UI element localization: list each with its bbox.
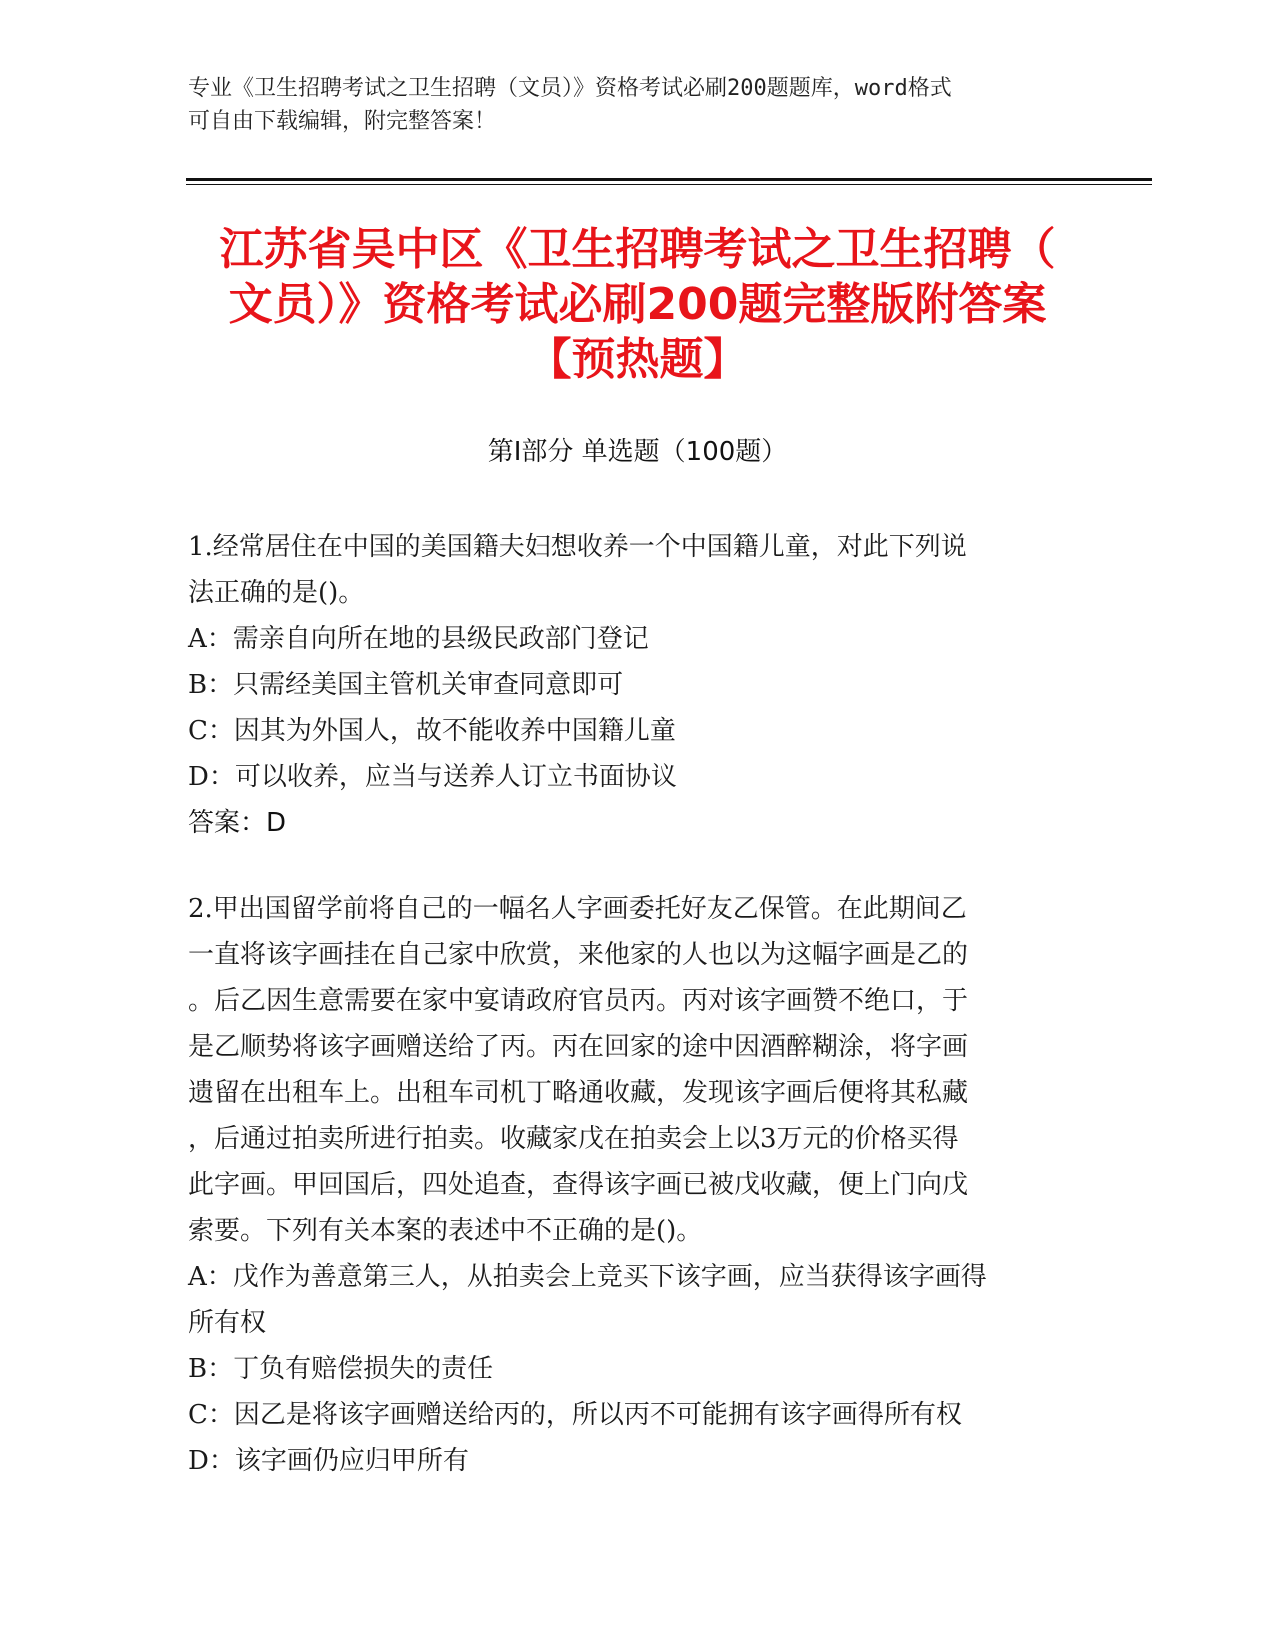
question-stem-line: 是乙顺势将该字画赠送给了丙。丙在回家的途中因酒醉糊涂，将字画 bbox=[188, 1032, 969, 1062]
question-stem-line: 遗留在出租车上。出租车司机丁略通收藏，发现该字画后便将其私藏 bbox=[188, 1078, 969, 1108]
option-d: D：可以收养，应当与送养人订立书面协议 bbox=[188, 762, 677, 792]
title-line: 文员）》资格考试必刷200题完整版附答案 bbox=[228, 279, 1047, 330]
question-stem-line: 一直将该字画挂在自己家中欣赏，来他家的人也以为这幅字画是乙的 bbox=[188, 940, 969, 970]
option-c: C：因乙是将该字画赠送给丙的，所以丙不可能拥有该字画得所有权 bbox=[188, 1400, 962, 1430]
option-a: A：需亲自向所在地的县级民政部门登记 bbox=[188, 624, 649, 654]
question-stem-line: ，后通过拍卖所进行拍卖。收藏家戊在拍卖会上以3万元的价格买得 bbox=[188, 1124, 959, 1154]
question-stem-line: 。后乙因生意需要在家中宴请政府官员丙。丙对该字画赞不绝口，于 bbox=[188, 986, 969, 1016]
answer-label: 答案：D bbox=[188, 808, 287, 838]
question-2 bbox=[188, 886, 1088, 1484]
document-title bbox=[150, 222, 1125, 387]
option-b: B：丁负有赔偿损失的责任 bbox=[188, 1354, 494, 1384]
header-divider-thin bbox=[186, 184, 1152, 185]
question-1 bbox=[188, 524, 1088, 846]
option-c: C：因其为外国人，故不能收养中国籍儿童 bbox=[188, 716, 676, 746]
question-stem-line: 此字画。甲回国后，四处追查，查得该字画已被戊收藏，便上门向戊 bbox=[188, 1170, 969, 1200]
question-stem-line: 索要。下列有关本案的表述中不正确的是()。 bbox=[188, 1216, 703, 1246]
option-a: A：戊作为善意第三人，从拍卖会上竞买下该字画，应当获得该字画得 bbox=[188, 1262, 987, 1292]
header-note-line: 专业《卫生招聘考试之卫生招聘（文员）》资格考试必刷200题题库，word格式 bbox=[188, 76, 952, 101]
question-stem-line: 2.甲出国留学前将自己的一幅名人字画委托好友乙保管。在此期间乙 bbox=[188, 894, 967, 924]
header-note-line: 可自由下载编辑，附完整答案！ bbox=[188, 109, 497, 134]
question-stem-line: 1.经常居住在中国的美国籍夫妇想收养一个中国籍儿童，对此下列说 bbox=[188, 532, 967, 562]
title-line: 江苏省吴中区《卫生招聘考试之卫生招聘（ bbox=[219, 224, 1056, 275]
title-line: 【预热题】 bbox=[527, 334, 748, 385]
option-a-continued: 所有权 bbox=[188, 1308, 267, 1338]
option-b: B：只需经美国主管机关审查同意即可 bbox=[188, 670, 624, 700]
header-note bbox=[188, 72, 1078, 138]
section-heading: 第Ⅰ部分 单选题（100题） bbox=[487, 437, 788, 467]
option-d: D：该字画仍应归甲所有 bbox=[188, 1446, 469, 1476]
header-divider-thick bbox=[186, 178, 1152, 181]
question-stem-line: 法正确的是()。 bbox=[188, 578, 365, 608]
